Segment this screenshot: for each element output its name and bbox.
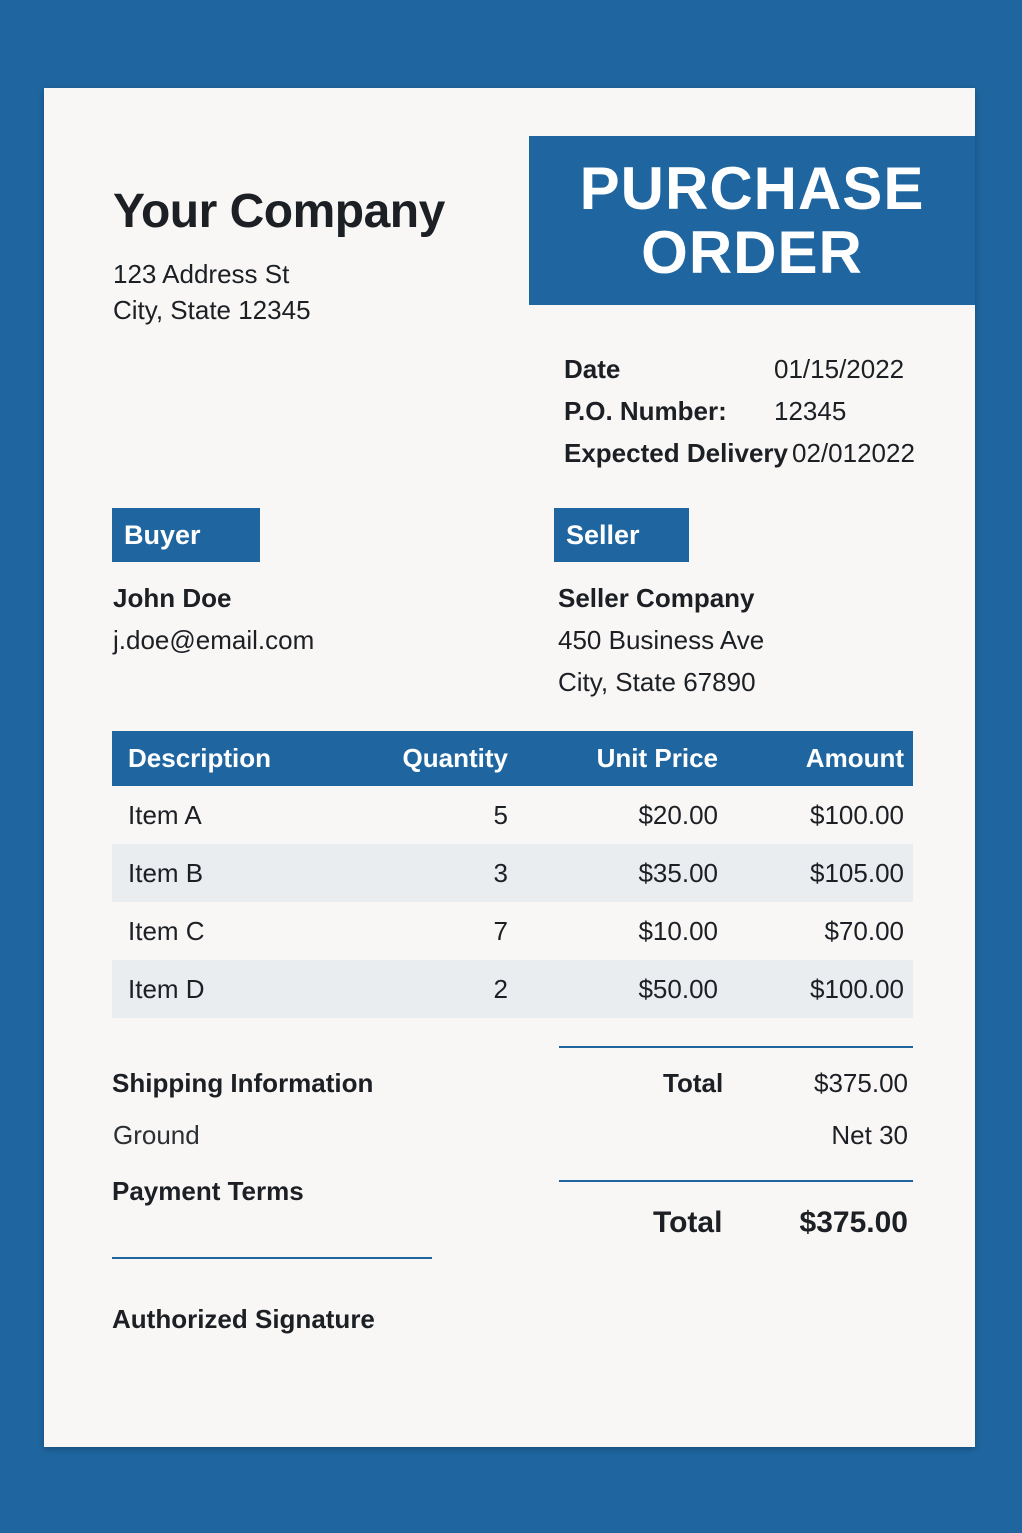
cell-unit-price: $20.00	[638, 799, 718, 830]
header-unit-price: Unit Price	[596, 743, 718, 773]
signature-line[interactable]	[112, 1257, 432, 1259]
payment-terms-label: Payment Terms	[112, 1176, 304, 1206]
table-header	[112, 731, 913, 786]
table-row	[112, 902, 913, 960]
seller-tag: Seller	[554, 508, 689, 562]
cell-quantity: 2	[493, 973, 508, 1004]
expected-delivery-value: 02/012022	[792, 437, 915, 468]
grand-total-label: Total	[653, 1206, 723, 1239]
buyer-info	[113, 577, 314, 661]
shipping-info-label: Shipping Information	[112, 1068, 374, 1098]
summary-divider-top	[559, 1046, 913, 1048]
cell-quantity: 3	[493, 857, 508, 888]
header-quantity: Quantity	[402, 743, 508, 773]
table-row	[112, 844, 913, 902]
payment-terms-value: Net 30	[831, 1120, 908, 1150]
cell-amount: $105.00	[810, 857, 904, 888]
cell-quantity: 5	[493, 799, 508, 830]
expected-delivery-label: Expected Delivery	[564, 437, 789, 468]
company-name: Your Company	[113, 185, 445, 238]
buyer-name: John Doe	[113, 583, 232, 613]
cell-unit-price: $35.00	[638, 857, 718, 888]
total-label: Total	[663, 1068, 724, 1098]
company-address	[113, 256, 311, 328]
company-address-line1: 123 Address St	[113, 259, 290, 289]
document-title-line2: ORDER	[641, 218, 863, 286]
cell-description: Item B	[128, 857, 204, 888]
cell-description: Item C	[128, 915, 205, 946]
seller-address-line2: City, State 67890	[558, 667, 756, 697]
total-value: $375.00	[814, 1068, 908, 1098]
seller-address-line1: 450 Business Ave	[558, 625, 765, 655]
cell-unit-price: $50.00	[638, 973, 718, 1004]
seller-info	[558, 577, 764, 703]
header-amount: Amount	[805, 743, 904, 773]
document-title	[529, 136, 975, 305]
meta-row-po	[564, 390, 915, 432]
meta-row-date	[564, 348, 915, 390]
po-number-label: P.O. Number:	[564, 395, 727, 426]
seller-name: Seller Company	[558, 583, 755, 613]
cell-unit-price: $10.00	[638, 915, 718, 946]
purchase-order-page	[44, 88, 975, 1447]
buyer-tag: Buyer	[112, 508, 260, 562]
meta-row-delivery	[564, 432, 915, 474]
cell-description: Item A	[128, 799, 202, 830]
date-value: 01/15/2022	[774, 353, 905, 384]
document-title-line1: PURCHASE	[579, 154, 925, 222]
table-row	[112, 786, 913, 844]
company-address-line2: City, State 12345	[113, 295, 311, 325]
table-row	[112, 960, 913, 1018]
summary-divider-bottom	[559, 1180, 913, 1182]
cell-amount: $100.00	[810, 973, 904, 1004]
authorized-signature-label: Authorized Signature	[112, 1304, 375, 1334]
buyer-email: j.doe@email.com	[113, 625, 315, 655]
shipping-info-value: Ground	[113, 1120, 200, 1150]
header-description: Description	[128, 743, 272, 773]
grand-total-value: $375.00	[799, 1206, 908, 1239]
po-number-value: 12345	[774, 395, 847, 426]
order-meta	[564, 348, 915, 474]
cell-amount: $70.00	[824, 915, 904, 946]
date-label: Date	[564, 353, 621, 384]
cell-amount: $100.00	[810, 799, 904, 830]
cell-quantity: 7	[493, 915, 508, 946]
cell-description: Item D	[128, 973, 205, 1004]
line-items-table	[112, 731, 913, 1018]
